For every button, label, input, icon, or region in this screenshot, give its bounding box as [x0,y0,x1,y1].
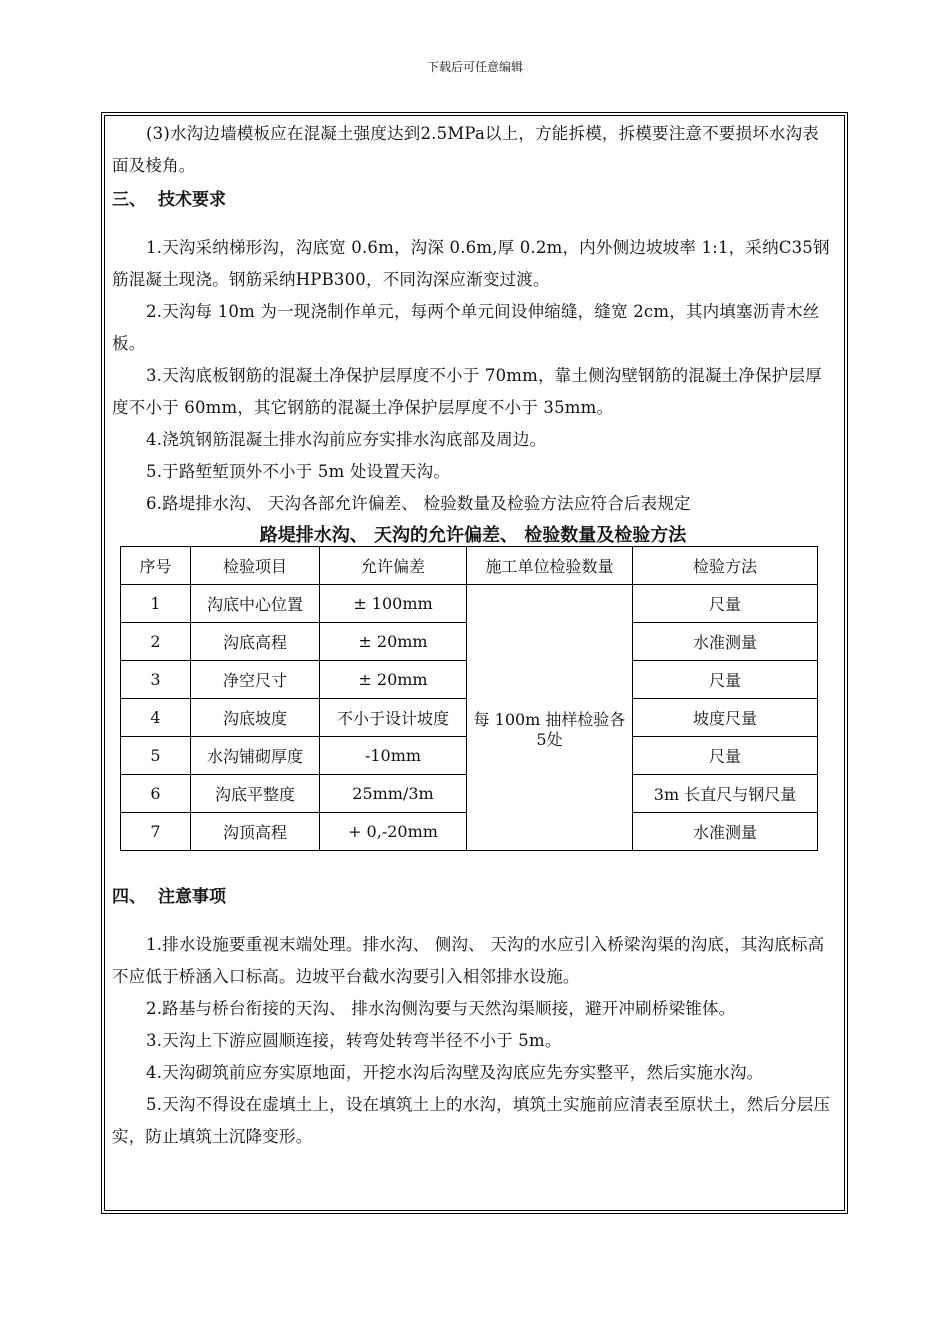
cell-quantity-merged: 每 100m 抽样检验各 5处 [467,585,633,851]
cell-method: 坡度尺量 [633,699,818,737]
table-row [121,585,818,623]
tolerance-table [120,546,818,851]
header-cell: 允许偏差 [320,547,467,585]
cell-item: 沟底中心位置 [191,585,320,623]
cell-method: 尺量 [633,661,818,699]
section-4-item: 5.天沟不得设在虚填土上，设在填筑土上的水沟，填筑土实施前应清表至原状土，然后分层压实，防止填筑土沉降变形。 [112,1095,831,1146]
cell-tolerance: ± 100mm [320,585,467,623]
cell-method: 尺量 [633,585,818,623]
cell-no: 1 [121,585,191,623]
cell-no: 6 [121,775,191,813]
intro-paragraph: (3)水沟边墙模板应在混凝土强度达到2.5MPa以上，方能拆模，拆模要注意不要损坏水沟表面及棱角。 [112,124,820,175]
section-3-item: 5.于路堑堑顶外不小于 5m 处设置天沟。 [146,462,451,481]
cell-method: 3m 长直尺与钢尺量 [633,775,818,813]
cell-method: 水准测量 [633,813,818,851]
header-cell: 施工单位检验数量 [467,547,633,585]
section-3-number: 三、 [112,190,146,210]
section-4-item: 1.排水设施要重视末端处理。排水沟、 侧沟、 天沟的水应引入桥梁沟渠的沟底，其沟底标高不应低于桥涵入口标高。边坡平台截水沟要引入相邻排水设施。 [112,935,825,986]
table-header-row [121,547,818,585]
cell-item: 沟底平整度 [191,775,320,813]
document-body [112,118,834,1153]
header-cell: 检验方法 [633,547,818,585]
cell-no: 5 [121,737,191,775]
section-3-item: 1.天沟采纳梯形沟，沟底宽 0.6m，沟深 0.6m,厚 0.2m，内外侧边坡坡率 1:1，采纳C35钢筋混凝土现浇。钢筋采纳HPB300，不同沟深应渐变过渡。 [112,238,830,289]
section-3-item: 3.天沟底板钢筋的混凝土净保护层厚度不小于 70mm，靠土侧沟壁钢筋的混凝土净保护层厚度不小于 60mm，其它钢筋的混凝土净保护层厚度不小于 35mm。 [112,366,822,417]
section-3-item: 2.天沟每 10m 为一现浇制作单元，每两个单元间设伸缩缝，缝宽 2cm，其内填塞沥青木丝板。 [112,302,820,353]
cell-method: 水准测量 [633,623,818,661]
cell-method: 尺量 [633,737,818,775]
table-title: 路堤排水沟、 天沟的允许偏差、 检验数量及检验方法 [259,525,687,546]
section-3-item: 4.浇筑钢筋混凝土排水沟前应夯实排水沟底部及周边。 [146,430,547,449]
cell-no: 3 [121,661,191,699]
section-3-item: 6.路堤排水沟、 天沟各部允许偏差、 检验数量及检验方法应符合后表规定 [146,494,691,513]
cell-no: 4 [121,699,191,737]
section-3-heading [112,182,834,218]
header-note: 下载后可任意编辑 [426,60,523,74]
cell-tolerance: -10mm [320,737,467,775]
section-3-title: 技术要求 [158,190,226,210]
cell-no: 7 [121,813,191,851]
section-4-item: 3.天沟上下游应圆顺连接，转弯处转弯半径不小于 5m。 [146,1031,562,1050]
section-4-number: 四、 [112,887,146,907]
cell-tolerance: 25mm/3m [320,775,467,813]
cell-item: 净空尺寸 [191,661,320,699]
cell-tolerance: 不小于设计坡度 [320,699,467,737]
cell-item: 沟顶高程 [191,813,320,851]
cell-tolerance: + 0,-20mm [320,813,467,851]
cell-item: 沟底高程 [191,623,320,661]
section-4-heading [112,879,834,915]
cell-no: 2 [121,623,191,661]
section-4-item: 2.路基与桥台衔接的天沟、 排水沟侧沟要与天然沟渠顺接，避开冲刷桥梁锥体。 [146,999,736,1018]
section-4-title: 注意事项 [158,887,226,907]
section-4-item: 4.天沟砌筑前应夯实原地面，开挖水沟后沟壁及沟底应先夯实整平，然后实施水沟。 [146,1063,764,1082]
cell-tolerance: ± 20mm [320,623,467,661]
header-cell: 序号 [121,547,191,585]
header-cell: 检验项目 [191,547,320,585]
cell-item: 水沟铺砌厚度 [191,737,320,775]
cell-item: 沟底坡度 [191,699,320,737]
cell-tolerance: ± 20mm [320,661,467,699]
